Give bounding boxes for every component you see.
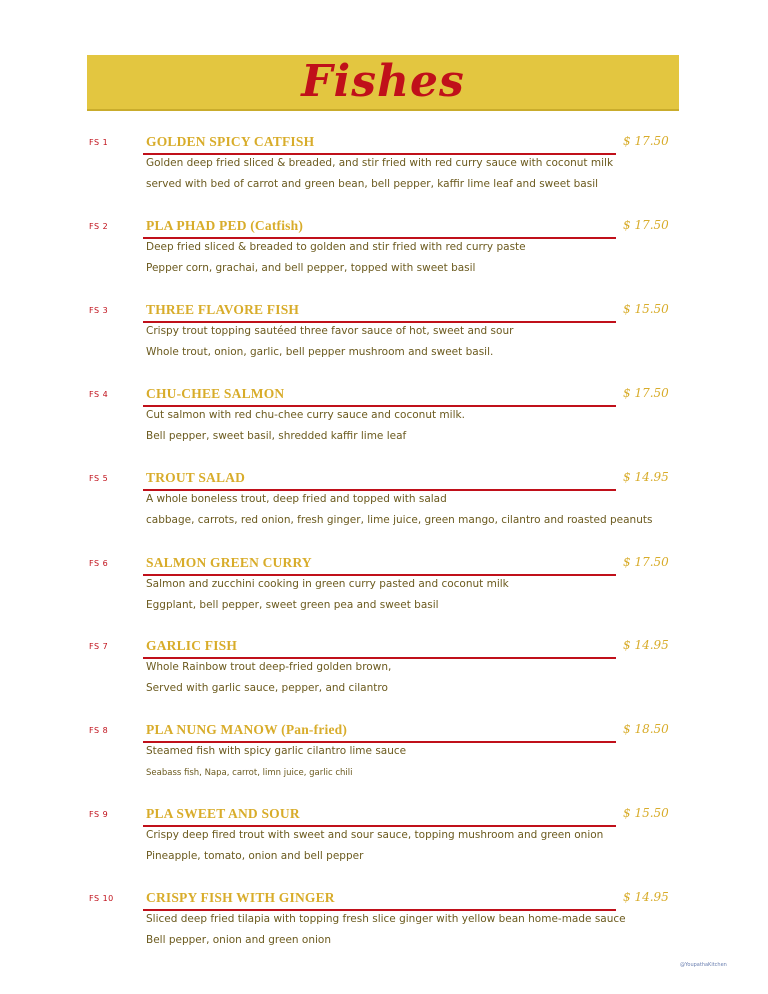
item-divider <box>143 321 616 323</box>
item-code: FS 7 <box>89 642 109 651</box>
photo-credit: @YoupathaKitchen <box>680 962 727 968</box>
item-price: $ 18.50 <box>623 722 669 736</box>
page-title: Fishes <box>301 56 465 107</box>
item-price: $ 15.50 <box>623 806 669 820</box>
item-code: FS 8 <box>89 726 109 735</box>
item-name: THREE FLAVORE FISH <box>146 302 300 317</box>
item-price: $ 17.50 <box>623 555 669 569</box>
item-description: Deep fried sliced & breaded to golden and stir fried with red curry paste <box>146 241 526 253</box>
item-code: FS 10 <box>89 894 114 903</box>
item-divider <box>143 489 616 491</box>
item-divider <box>143 153 616 155</box>
item-divider <box>143 574 616 576</box>
menu-item <box>0 638 768 722</box>
item-divider <box>143 237 616 239</box>
item-divider <box>143 909 616 911</box>
item-price: $ 17.50 <box>623 386 669 400</box>
menu-item <box>0 722 768 806</box>
item-description: Salmon and zucchini cooking in green curry pasted and coconut milk <box>146 578 509 590</box>
menu-item <box>0 890 768 974</box>
item-divider <box>143 657 616 659</box>
item-name: GOLDEN SPICY CATFISH <box>146 134 315 149</box>
item-code: FS 2 <box>89 222 109 231</box>
item-name: CHU-CHEE SALMON <box>146 386 285 401</box>
item-description: Crispy trout topping sautéed three favor sauce of hot, sweet and sour <box>146 325 514 337</box>
item-name: TROUT SALAD <box>146 470 246 485</box>
item-ingredients: Pepper corn, grachai, and bell pepper, topped with sweet basil <box>146 262 476 274</box>
item-ingredients: served with bed of carrot and green bean, bell pepper, kaffir lime leaf and sweet basil <box>146 178 599 190</box>
item-price: $ 17.50 <box>623 134 669 148</box>
item-divider <box>143 405 616 407</box>
item-code: FS 5 <box>89 474 109 483</box>
menu-item <box>0 806 768 890</box>
item-code: FS 3 <box>89 306 109 315</box>
item-description: Sliced deep fried tilapia with topping fresh slice ginger with yellow bean home-made sauce <box>146 913 626 925</box>
item-name: PLA SWEET AND SOUR <box>146 806 300 821</box>
item-ingredients: Eggplant, bell pepper, sweet green pea and sweet basil <box>146 599 439 611</box>
item-ingredients: Served with garlic sauce, pepper, and cilantro <box>146 682 388 694</box>
menu-item <box>0 218 768 302</box>
item-price: $ 14.95 <box>623 890 669 904</box>
item-description: Whole Rainbow trout deep-fried golden brown, <box>146 661 392 673</box>
item-name: SALMON GREEN CURRY <box>146 555 312 570</box>
item-name: CRISPY FISH WITH GINGER <box>146 890 335 905</box>
item-code: FS 1 <box>89 138 109 147</box>
item-description: Crispy deep fired trout with sweet and sour sauce, topping mushroom and green onion <box>146 829 604 841</box>
item-divider <box>143 825 616 827</box>
menu-item <box>0 555 768 639</box>
item-name: GARLIC FISH <box>146 638 238 653</box>
item-price: $ 17.50 <box>623 218 669 232</box>
item-code: FS 4 <box>89 390 109 399</box>
item-ingredients: Bell pepper, sweet basil, shredded kaffir lime leaf <box>146 430 407 442</box>
title-banner <box>87 55 679 111</box>
item-description: Steamed fish with spicy garlic cilantro lime sauce <box>146 745 407 757</box>
item-ingredients: Seabass fish, Napa, carrot, limn juice, garlic chili <box>146 768 353 778</box>
item-ingredients: Whole trout, onion, garlic, bell pepper mushroom and sweet basil. <box>146 346 494 358</box>
item-price: $ 15.50 <box>623 302 669 316</box>
item-code: FS 6 <box>89 559 109 568</box>
item-divider <box>143 741 616 743</box>
item-name: PLA NUNG MANOW (Pan-fried) <box>146 722 348 737</box>
menu-item <box>0 134 768 218</box>
item-description: A whole boneless trout, deep fried and topped with salad <box>146 493 447 505</box>
menu-item <box>0 302 768 386</box>
item-ingredients: cabbage, carrots, red onion, fresh ginger, lime juice, green mango, cilantro and roasted peanuts <box>146 514 653 526</box>
item-ingredients: Pineapple, tomato, onion and bell pepper <box>146 850 364 862</box>
menu-item <box>0 470 768 554</box>
item-price: $ 14.95 <box>623 638 669 652</box>
item-price: $ 14.95 <box>623 470 669 484</box>
item-description: Golden deep fried sliced & breaded, and stir fried with red curry sauce with coconut milk <box>146 157 614 169</box>
menu-item <box>0 386 768 470</box>
item-name: PLA PHAD PED (Catfish) <box>146 218 304 233</box>
item-ingredients: Bell pepper, onion and green onion <box>146 934 331 946</box>
item-code: FS 9 <box>89 810 109 819</box>
item-description: Cut salmon with red chu-chee curry sauce and coconut milk. <box>146 409 465 421</box>
